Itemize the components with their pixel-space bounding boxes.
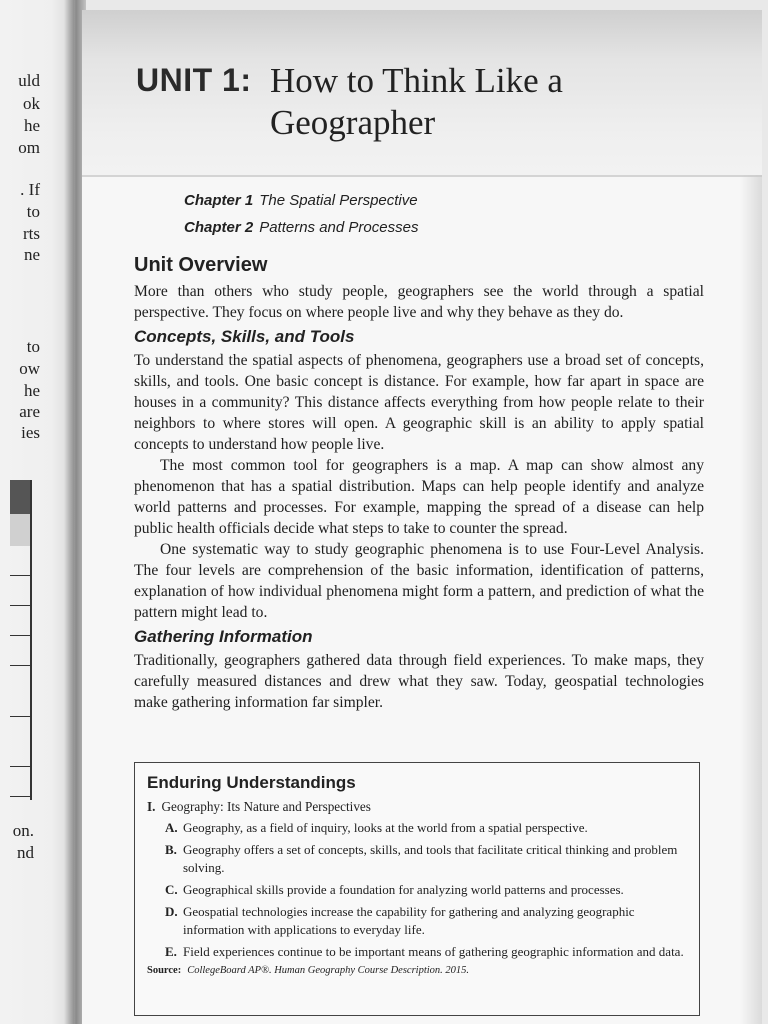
- facing-page-text: nd: [17, 843, 34, 862]
- facing-page-text: ok: [23, 94, 40, 113]
- facing-page-text: om: [18, 138, 40, 157]
- chapter-name: The Spatial Perspective: [259, 192, 418, 209]
- chapter-number: Chapter 2: [184, 219, 254, 236]
- table-rule: [10, 635, 30, 636]
- table-shade-block: [10, 514, 30, 546]
- table-rule: [10, 605, 30, 606]
- eu-item-letter: A.: [165, 820, 178, 835]
- facing-page-text: he: [23, 116, 40, 135]
- facing-page-text: uld: [18, 71, 40, 90]
- eu-section: [147, 798, 687, 816]
- facing-page-text: ies: [21, 423, 40, 442]
- unit-content: [134, 254, 704, 713]
- page-curl-shadow: [740, 175, 762, 1024]
- concepts-paragraph: One systematic way to study geographic phenomena is to use Four-Level Analysis. The four levels are comprehension of the basic information, identification of patterns, explanation of how individual phenomena might form a pattern, and prediction of what the pattern might lead to.: [134, 541, 704, 621]
- eu-item: [165, 943, 687, 961]
- eu-item-letter: C.: [165, 882, 178, 897]
- concepts-heading: Concepts, Skills, and Tools: [134, 327, 355, 346]
- eu-section-title: Geography: Its Nature and Perspectives: [161, 799, 371, 814]
- source-label: Source:: [147, 965, 182, 976]
- facing-page-edge: [0, 0, 74, 1024]
- eu-item-text: Geography offers a set of concepts, skills, and tools that facilitate critical thinking and problem solving.: [183, 842, 678, 875]
- facing-page-text: he: [23, 381, 40, 400]
- eu-item-text: Field experiences continue to be important means of gathering geographic information and data.: [183, 944, 684, 959]
- eu-item-letter: B.: [165, 842, 177, 857]
- eu-item-letter: D.: [165, 904, 178, 919]
- gathering-paragraph: Traditionally, geographers gathered data through field experiences. To make maps, they carefully measured distances and drew what they saw. Today, geospatial technologies make gathering information far simpler.: [134, 652, 704, 711]
- eu-section-number: I.: [147, 799, 156, 814]
- facing-page-text: to: [26, 337, 40, 356]
- facing-page-text: . If: [20, 180, 40, 199]
- chapter-number: Chapter 1: [184, 192, 254, 209]
- table-rule: [10, 766, 30, 767]
- concepts-paragraph: To understand the spatial aspects of phenomena, geographers use a broad set of concepts, skills, and tools. One basic concept is distance. For example, how far apart in space are houses in a community? This distance affects everything from how people relate to their neighbors to where stores will open. A geographic skill is an ability to apply spatial concepts to understand how people live.: [134, 352, 704, 453]
- chapter-name: Patterns and Processes: [259, 219, 419, 236]
- eu-item-letter: E.: [165, 944, 177, 959]
- eu-item: [165, 819, 687, 837]
- chapter-entry: [184, 192, 418, 209]
- table-rule: [10, 665, 30, 666]
- eu-item: [165, 881, 687, 899]
- eu-item-text: Geographical skills provide a foundation for analyzing world patterns and processes.: [183, 882, 624, 897]
- facing-page-text: to: [26, 202, 40, 221]
- eu-item-list: [147, 819, 687, 961]
- enduring-understandings-box: [134, 762, 700, 1016]
- overview-paragraph: More than others who study people, geographers see the world through a spatial perspective. They focus on where people live and why they behave as they do.: [134, 283, 704, 321]
- eu-item-text: Geospatial technologies increase the capability for gathering and analyzing geographic information with applications to everyday life.: [183, 904, 635, 937]
- eu-item-text: Geography, as a field of inquiry, looks at the world from a spatial perspective.: [183, 820, 588, 835]
- source-text: CollegeBoard AP®. Human Geography Course Description. 2015.: [187, 965, 470, 976]
- table-rule: [10, 716, 30, 717]
- unit-title: How to Think Like a Geographer: [270, 61, 563, 142]
- eu-item: [165, 841, 687, 877]
- unit-title-banner: [82, 10, 762, 177]
- facing-page-text: ne: [23, 245, 40, 264]
- facing-page-text: on.: [12, 821, 34, 840]
- eu-item: [165, 903, 687, 939]
- facing-page-text: rts: [23, 224, 40, 243]
- facing-page-text: are: [19, 402, 40, 421]
- table-rule: [10, 575, 30, 576]
- unit-label: UNIT 1:: [136, 62, 252, 98]
- unit-overview-heading: Unit Overview: [134, 254, 268, 276]
- enduring-understandings-title: Enduring Understandings: [147, 773, 356, 792]
- facing-page-text: ow: [19, 359, 40, 378]
- eu-source: [147, 965, 687, 976]
- book-page: [82, 10, 762, 1024]
- table-rule: [10, 796, 30, 797]
- concepts-paragraph: The most common tool for geographers is a map. A map can show almost any phenomenon that has a spatial distribution. Maps can help people identify and analyze world patterns and processes. For example, mapping the spread of a disease can help public health officials decide what steps to take to counter the spread.: [134, 457, 704, 537]
- facing-page-table-edge: [10, 480, 32, 800]
- gathering-heading: Gathering Information: [134, 627, 313, 646]
- table-header-block: [10, 480, 30, 514]
- chapter-entry: [184, 219, 418, 236]
